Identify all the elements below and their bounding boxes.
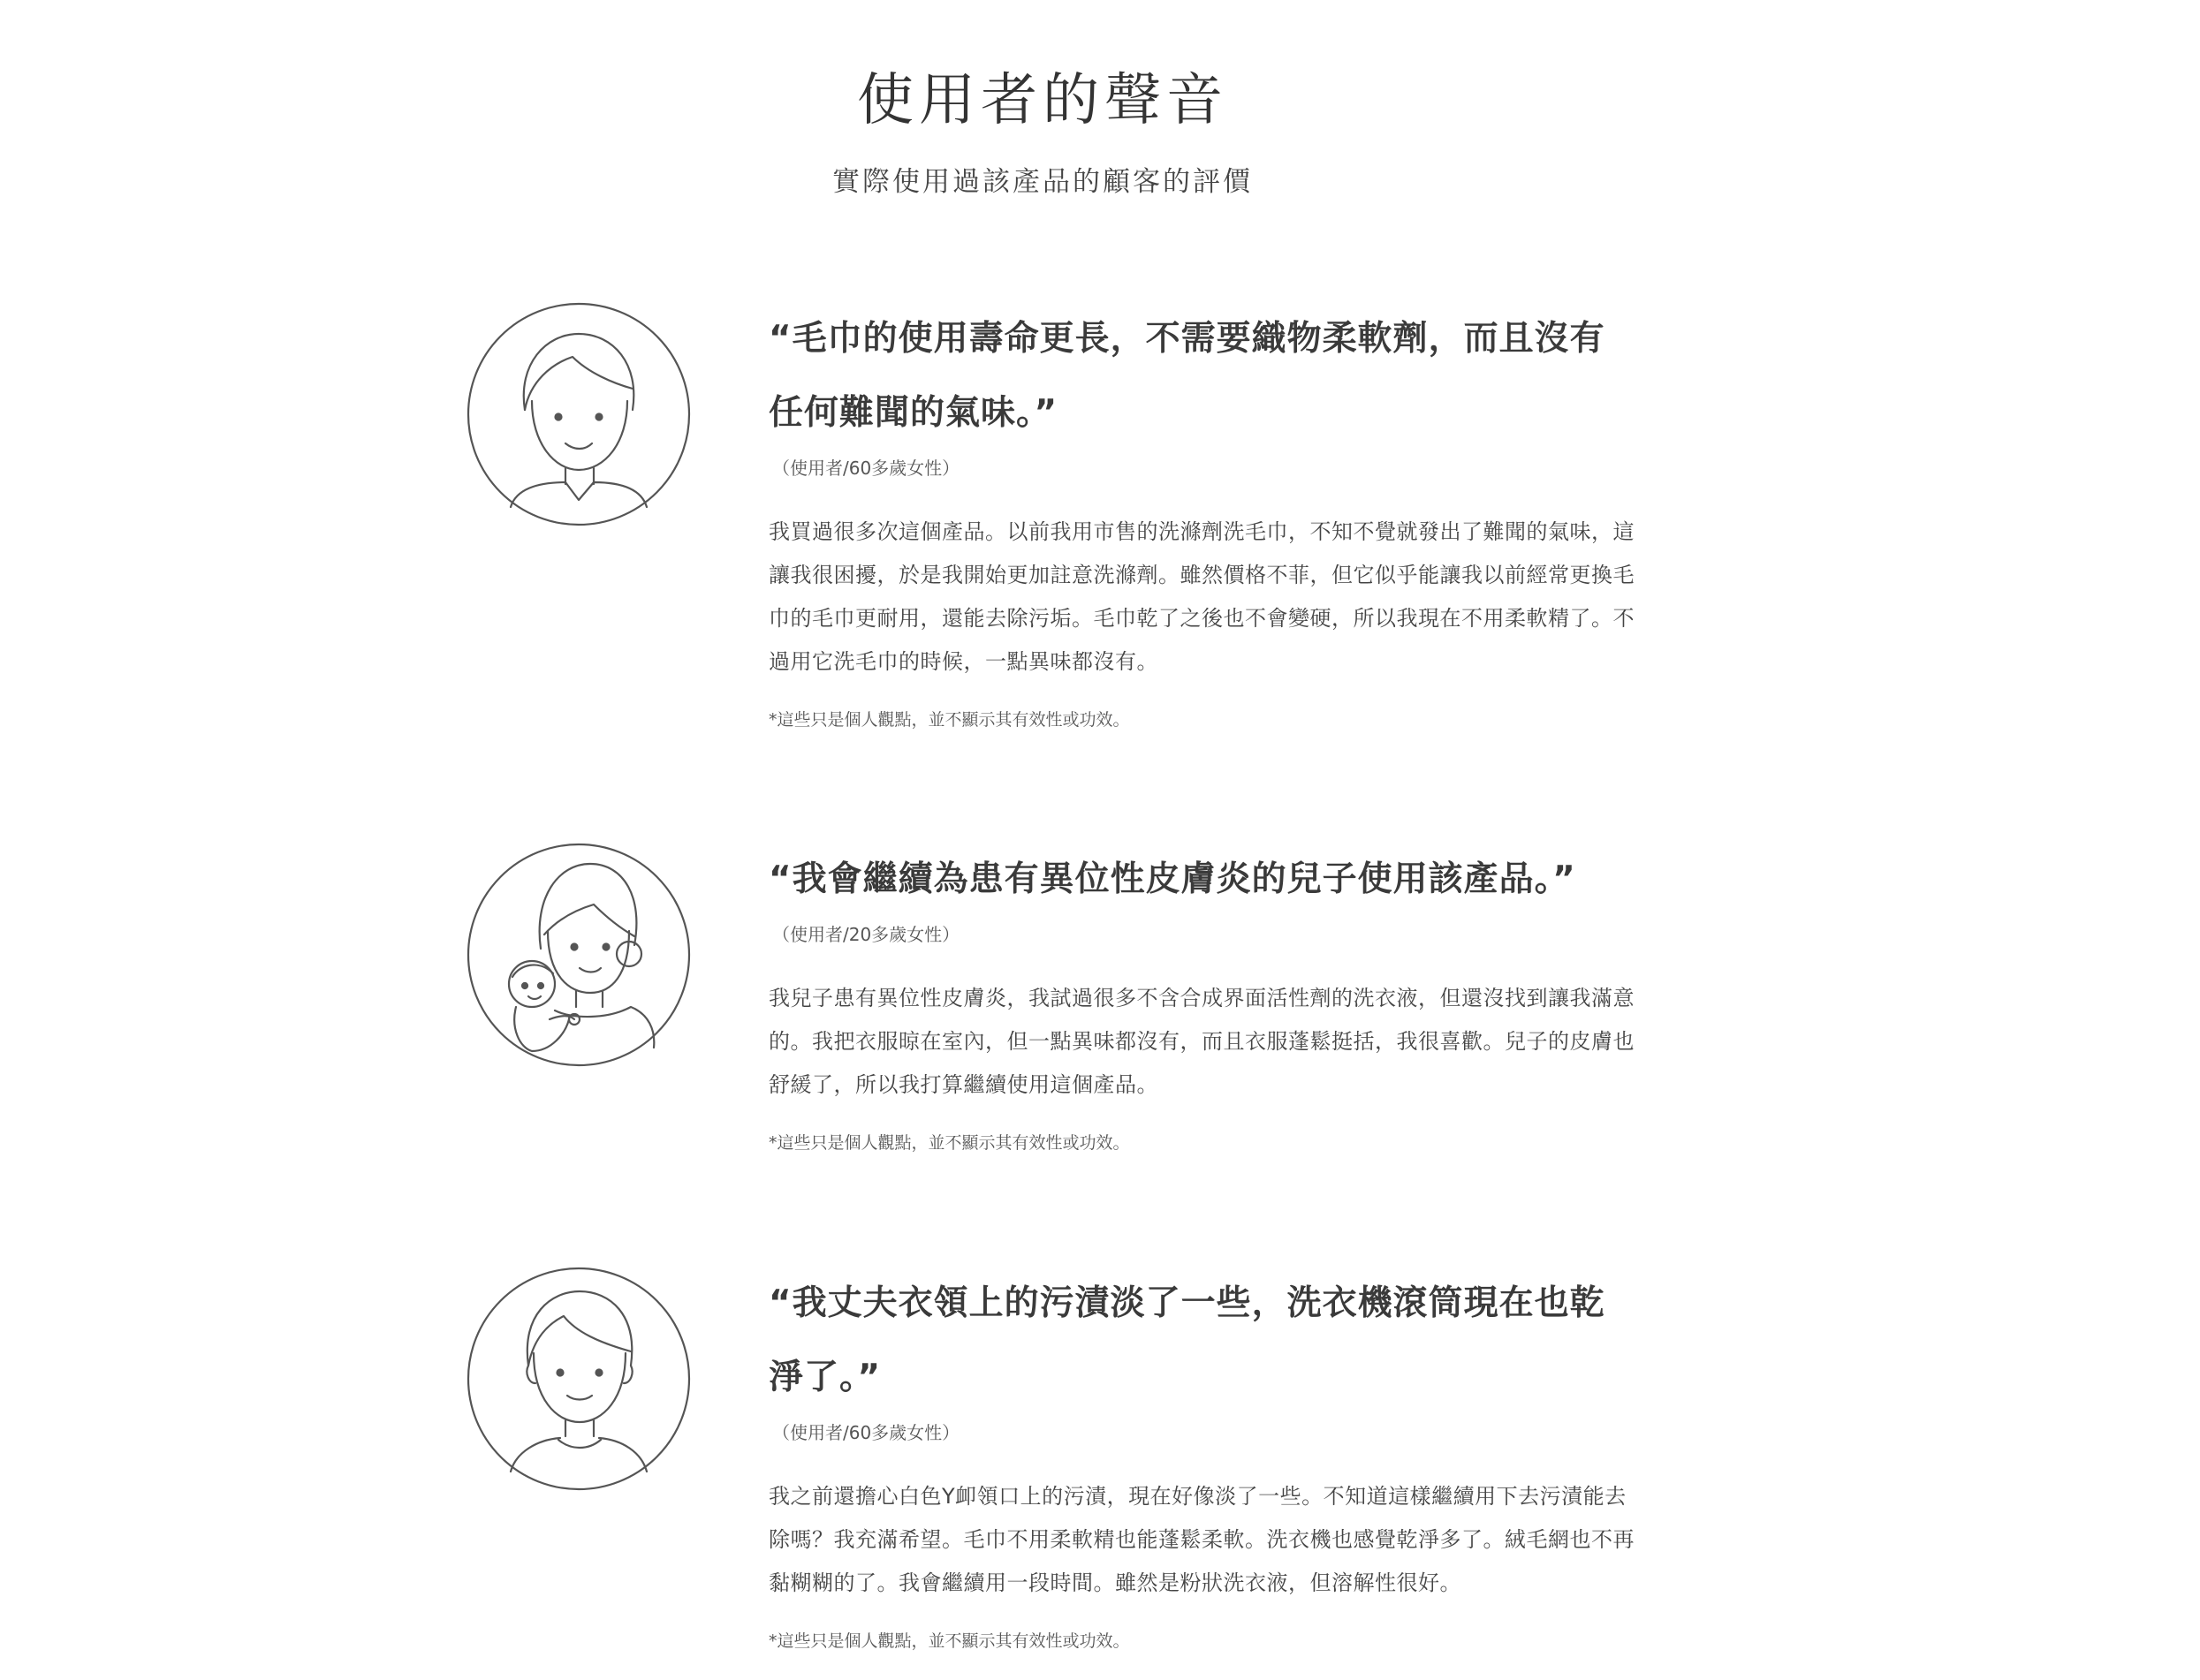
page-subtitle: 實際使用過該產品的顧客的評價	[832, 166, 1253, 198]
review-disclaimer: *這些只是個人觀點，並不顯示其有效性或功效。	[769, 1133, 1130, 1153]
reviewer-info: （使用者/20多歲女性）	[772, 924, 960, 945]
page-title: 使用者的聲音	[857, 68, 1228, 133]
woman-short-hair-icon	[467, 302, 691, 526]
reviewer-info: （使用者/60多歲女性）	[772, 1422, 960, 1443]
review-quote: “我丈夫衣領上的污漬淡了一些，洗衣機滾筒現在也乾淨了。”	[769, 1283, 1605, 1397]
mother-with-baby-icon	[467, 843, 691, 1067]
review-text: 我之前還擔心白色Y卹領口上的污漬，現在好像淡了一些。不知道這樣繼續用下去污漬能去除嗎？我充滿希望。毛巾不用柔軟精也能蓬鬆柔軟。洗衣機也感覺乾淨多了。絨毛網也不再黏糊糊的了。我會繼續用一段時間。雖然是粉狀洗衣液，但溶解性很好。	[769, 1484, 1635, 1595]
woman-bob-hair-icon	[467, 1267, 691, 1491]
review-text: 我買過很多次這個產品。以前我用市售的洗滌劑洗毛巾，不知不覺就發出了難聞的氣味，這讓我很困擾，於是我開始更加註意洗滌劑。雖然價格不菲，但它似乎能讓我以前經常更換毛巾的毛巾更耐用，還能去除污垢。毛巾乾了之後也不會變硬，所以我現在不用柔軟精了。不過用它洗毛巾的時候，一點異味都沒有。	[769, 519, 1635, 674]
review-disclaimer: *這些只是個人觀點，並不顯示其有效性或功效。	[769, 1631, 1130, 1651]
reviewer-info: （使用者/60多歲女性）	[772, 458, 960, 479]
review-quote: “我會繼續為患有異位性皮膚炎的兒子使用該產品。”	[769, 859, 1576, 899]
review-disclaimer: *這些只是個人觀點，並不顯示其有效性或功效。	[769, 710, 1130, 730]
review-quote: “毛巾的使用壽命更長，不需要織物柔軟劑，而且沒有任何難聞的氣味。”	[769, 319, 1605, 433]
review-text: 我兒子患有異位性皮膚炎，我試過很多不含合成界面活性劑的洗衣液，但還沒找到讓我滿意的。我把衣服晾在室內，但一點異味都沒有，而且衣服蓬鬆挺括，我很喜歡。兒子的皮膚也舒緩了，所以我打算繼續使用這個產品。	[769, 986, 1635, 1097]
